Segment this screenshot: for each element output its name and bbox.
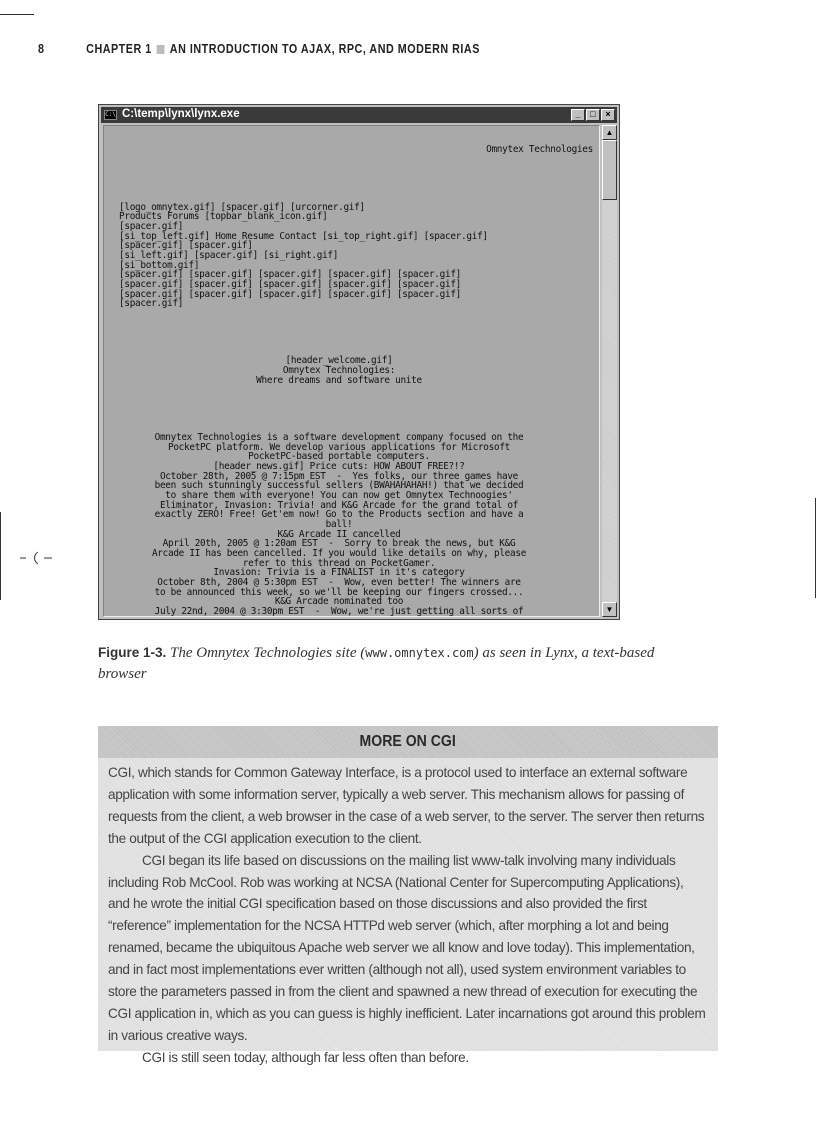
caption-url: www.omnytex.com: [365, 646, 474, 660]
sidebar-paragraph: CGI, which stands for Common Gateway Interface, is a protocol used to interface an external software application with some information server, typically a web server. This mechanism allows for passing of requests from the client, a web browser in the case of a web server, to the server. The server then returns the output of the CGI application execution to the client.: [108, 765, 705, 846]
terminal-line: PocketPC-based portable computers.: [248, 451, 430, 463]
terminal-line: exactly ZERO! Free! Get'em now! Go to the Products section and have a: [154, 509, 524, 521]
terminal-line: K&G Arcade II cancelled: [277, 528, 401, 540]
terminal-line: April 20th, 2005 @ 1:20am EST - Sorry to break the news, but K&G: [162, 538, 516, 550]
sidebar-paragraph: CGI is still seen today, although far less often than before.: [142, 1049, 469, 1065]
terminal-line: [spacer.gif] [spacer.gif] [spacer.gif] [spacer.gif] [spacer.gif]: [119, 278, 462, 290]
page-number: 8: [38, 42, 45, 56]
window-titlebar[interactable]: [101, 107, 617, 123]
terminal-line: Omnytex Technologies is a software development company focused on the: [154, 432, 524, 444]
close-button[interactable]: ×: [601, 109, 615, 121]
terminal-line: [spacer.gif]: [119, 298, 184, 310]
terminal-line: July 22nd, 2004 @ 3:30pm EST - Wow, we're just getting all sorts of: [154, 605, 524, 617]
terminal-line: Where dreams and software unite: [256, 374, 422, 386]
caption-text-after: ) as seen in Lynx, a text-based browser: [98, 645, 655, 682]
scroll-up-button[interactable]: ▲: [602, 125, 617, 140]
running-head: [38, 42, 640, 56]
terminal-line: [119, 617, 559, 618]
welcome-header-block: [119, 356, 593, 385]
vertical-scrollbar[interactable]: [602, 125, 617, 617]
terminal-line: been such stunningly successful sellers (BWAHAHAHAH!) that we decided: [154, 480, 524, 492]
terminal-line: [spacer.gif] [spacer.gif]: [119, 240, 253, 252]
registration-mark: [20, 548, 52, 568]
separator-square: [157, 45, 165, 54]
terminal-line: Products Forums [topbar_blank_icon.gif]: [119, 211, 328, 223]
sidebar-body: [98, 758, 718, 1069]
terminal-line: October 28th, 2005 @ 7:15pm EST - Yes folks, our three games have: [159, 470, 519, 482]
terminal-screen[interactable]: [103, 125, 600, 617]
terminal-line: October 8th, 2004 @ 5:30pm EST - Wow, even better! The winners are: [157, 576, 521, 588]
sidebar-header: [98, 726, 718, 758]
sidebar-box: [98, 726, 718, 1065]
terminal-line: [spacer.gif] [spacer.gif] [spacer.gif] [spacer.gif] [spacer.gif]: [119, 269, 462, 281]
terminal-line: Invasion: Trivia is a FINALIST in it's category: [213, 567, 465, 579]
terminal-line: [header_news.gif] Price cuts: HOW ABOUT FREE?!?: [213, 461, 465, 472]
scroll-thumb[interactable]: [602, 140, 617, 200]
site-title: Omnytex Technologies: [486, 144, 593, 156]
maximize-button[interactable]: □: [586, 109, 600, 121]
crop-mark-left: [0, 512, 1, 600]
console-icon: C:\: [105, 111, 116, 118]
terminal-line: PocketPC platform. We develop various applications for Microsoft: [167, 441, 511, 453]
figure-caption: [98, 642, 698, 685]
sidebar-paragraph: CGI began its life based on discussions on the mailing list www-talk involving many individuals including Rob McCool. Rob was working at NCSA (National Center for Supercomputing Applications), and he wrote the initial CGI specification based on those discussions and also provided the first “reference” implementation for the NCSA HTTPd web server (which, after morphing a lot and being renamed, became the ubiquitous Apache web server we all know and love today). This implementation, and in fact most implementations ever written (although not all), used system environment variables to store the parameters passed in from the client and spawned a new thread of execution for executing the CGI application in, which as you can guess is highly inefficient. Later incarnations got around this problem in various creative ways.: [108, 852, 706, 1043]
scroll-down-button[interactable]: ▼: [602, 602, 617, 617]
image-links-block: [119, 203, 593, 309]
terminal-line: Omnytex Technologies:: [282, 365, 396, 377]
chapter-title: AN INTRODUCTION TO AJAX, RPC, AND MODERN RIAS: [169, 42, 480, 56]
terminal-line: [logo_omnytex.gif] [spacer.gif] [urcorner.gif]: [119, 201, 365, 213]
window-title: C:\temp\lynx\lynx.exe: [122, 108, 240, 120]
minimize-button[interactable]: _: [571, 109, 585, 121]
sidebar-title: MORE ON CGI: [359, 733, 457, 750]
terminal-line: [si_bottom.gif]: [119, 259, 200, 271]
crop-mark: [0, 14, 34, 15]
chapter-label: CHAPTER 1: [86, 42, 152, 56]
terminal-line: Eliminator, Invasion: Trivia! and K&G Arcade for the grand total of: [159, 499, 519, 511]
terminal-line: [spacer.gif]: [119, 220, 184, 232]
terminal-line: to share them with everyone! You can now get Omnytex Technoogies': [165, 489, 513, 501]
terminal-line: [si_top_left.gif] Home Resume Contact [si_top_right.gif] [spacer.gif]: [119, 230, 488, 242]
news-block: [119, 433, 593, 617]
terminal-line: Arcade II has been cancelled. If you would like details on why, please: [151, 547, 527, 559]
terminal-line: K&G Arcade nominated too: [274, 596, 404, 608]
terminal-line: ball!: [325, 518, 353, 530]
terminal-line: refer to this thread on PocketGamer.: [242, 557, 436, 569]
terminal-line: [spacer.gif] [spacer.gif] [spacer.gif] [spacer.gif] [spacer.gif]: [119, 288, 462, 300]
caption-text-before: The Omnytex Technologies site (: [170, 645, 366, 661]
figure-label: Figure 1-3.: [98, 645, 167, 660]
terminal-line: to be announced this week, so we'll be keeping our fingers crossed...: [154, 586, 524, 598]
terminal-line: [si_left.gif] [spacer.gif] [si_right.gif]: [119, 249, 339, 261]
lynx-window: [98, 104, 620, 620]
terminal-text: [119, 126, 593, 617]
terminal-line: [header_welcome.gif]: [285, 355, 393, 367]
